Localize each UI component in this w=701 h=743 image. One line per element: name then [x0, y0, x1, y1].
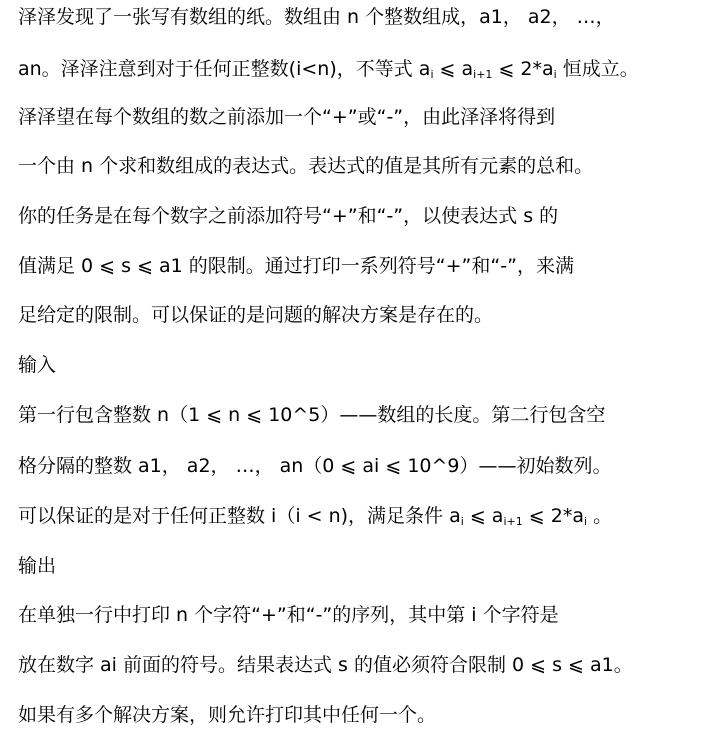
input-line-3-text-c: ⩽ 2*a	[522, 505, 584, 527]
statement-line-1: 泽泽发现了一张写有数组的纸。数组由 n 个整数组成，a1， a2， …，	[18, 6, 615, 28]
subscript-i: i	[460, 515, 464, 528]
statement-line-2-text-b: ⩽ a	[433, 58, 474, 80]
output-heading: 输出	[18, 555, 57, 577]
input-line-3-text-b: ⩽ a	[463, 505, 504, 527]
input-line-3	[18, 505, 612, 527]
subscript-i: i	[553, 68, 557, 81]
subscript-i-plus-1: i+1	[503, 515, 523, 528]
input-heading: 输入	[18, 354, 57, 376]
statement-line-2	[18, 58, 639, 80]
statement-line-3: 泽泽望在每个数组的数之前添加一个“+”或“-”，由此泽泽将得到	[18, 106, 556, 128]
statement-line-4: 一个由 n 个求和数组成的表达式。表达式的值是其所有元素的总和。	[18, 155, 594, 177]
subscript-i: i	[430, 68, 434, 81]
statement-line-6: 值满足 0 ⩽ s ⩽ a1 的限制。通过打印一系列符号“+”和“-”，来满	[18, 255, 574, 277]
input-line-3-text-a: 可以保证的是对于任何正整数 i（i < n)，满足条件 a	[18, 505, 461, 527]
input-line-1: 第一行包含整数 n（1 ⩽ n ⩽ 10^5）——数组的长度。第二行包含空	[18, 404, 606, 426]
output-line-1: 在单独一行中打印 n 个字符“+”和“-”的序列，其中第 i 个字符是	[18, 604, 559, 626]
statement-line-2-text-a: an。泽泽注意到对于任何正整数(i<n)，不等式 a	[18, 58, 431, 80]
statement-line-7: 足给定的限制。可以保证的是问题的解决方案是存在的。	[18, 304, 494, 326]
output-line-2: 放在数字 ai 前面的符号。结果表达式 s 的值必须符合限制 0 ⩽ s ⩽ a1。	[18, 654, 633, 676]
statement-line-2-text-d: 恒成立。	[556, 58, 639, 80]
statement-line-5: 你的任务是在每个数字之前添加符号“+”和“-”，以使表达式 s 的	[18, 205, 559, 227]
input-line-2: 格分隔的整数 a1， a2， …， an（0 ⩽ ai ⩽ 10^9）——初始数列。	[18, 455, 612, 477]
subscript-i-plus-1: i+1	[473, 68, 493, 81]
output-line-3: 如果有多个解决方案，则允许打印其中任何一个。	[18, 704, 437, 726]
subscript-i: i	[583, 515, 588, 528]
input-line-3-text-d: 。	[587, 505, 613, 527]
statement-line-2-text-c: ⩽ 2*a	[492, 58, 554, 80]
